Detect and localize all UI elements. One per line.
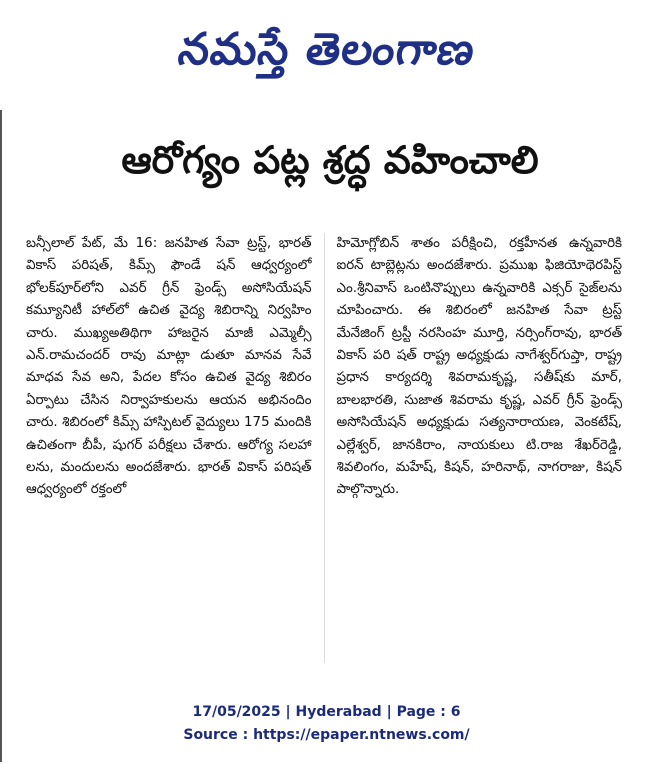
column-divider <box>324 233 325 663</box>
left-border-rule <box>0 110 16 762</box>
article-body <box>26 233 622 663</box>
masthead-title: నమస్తే తెలంగాణ <box>175 24 479 75</box>
newspaper-masthead <box>0 0 653 110</box>
footer-source-link[interactable]: Source : https://epaper.ntnews.com/ <box>183 727 470 743</box>
article-headline: ఆరోగ్యం పట్ల శ్రద్ధ వహించాలి <box>121 138 539 182</box>
article-column-1 <box>26 233 312 663</box>
footer-date-edition-page: 17/05/2025 | Hyderabad | Page : 6 <box>192 704 461 720</box>
article-paragraph-1: బన్సీలాల్ పేట్, మే 16: జనహిత సేవా ట్రస్ట్, భారత్ వికాస్ పరిషత్, కిమ్స్ ఫౌండే షన్ ఆధ్వర్యంలో భోలక్‌పూర్‌లోని ఎవర్ గ్రీన్ ఫ్రెండ్స్ అసోసియేషన్ కమ్యూనిటీ హాల్‌లో ఉచిత వైద్య శిబిరాన్ని నిర్వహిం చారు. ముఖ్యఅతిథిగా హాజరైన మాజీ ఎమ్మెల్సీ ఎన్.రామచందర్ రావు మాట్లా డుతూ మానవ సేవే మాధవ సేవ అని, పేదల కోసం ఉచిత వైద్య శిబిరం ఏర్పాటు చేసిన నిర్వాహకులను ఆయన అభినందిం చారు. శిబిరంలో కిమ్స్ హాస్పిటల్ వైద్యులు 175 మందికి ఉచితంగా బీపీ, షుగర్ పరీక్షలు చేశారు. ఆరోగ్య సలహా లను, మందులను అందజేశారు. భారత్ వికాస్ పరిషత్ ఆధ్వర్యంలో రక్తంలో <box>26 236 312 498</box>
article-column-2 <box>337 233 623 663</box>
article-paragraph-2: హిమోగ్లోబిన్ శాతం పరీక్షించి, రక్తహీనత ఉన్నవారికి ఐరన్ టాబ్లెట్లను అందజేశారు. ప్రముఖ ఫిజియోథెరపిస్ట్ ఎం.శ్రీనివాస్ ఒంటినొప్పులు ఉన్నవారికి ఎక్సర్ సైజ్‌లను చూపించారు. ఈ శిబిరంలో జనహిత సేవా ట్రస్ట్ మేనేజింగ్ ట్రస్టీ నరసింహ మూర్తి, నర్సింగ్‌రావు, భారత్ వికాస్ పరి షత్ రాష్ట్ర అధ్యక్షుడు నాగేశ్వర్‌గుప్తా, రాష్ట్ర ప్రధాన కార్యదర్శి శివరామకృష్ణ, సతీష్‌కు మార్, బాలభారతి, సుజాత శివరామ కృష్ణ, ఎవర్ గ్రీన్ ఫ్రెండ్స్ అసోసియేషన్ అధ్యక్షుడు సత్యనారాయణ, వెంకటేష్, ఎల్లేశ్వర్, జానకిరాం, నాయకులు టి.రాజ శేఖర్‌రెడ్డి, శివలింగం, మహేష్, కిషన్, హరినాథ్, నాగరాజు, కిషన్ పాల్గొన్నారు. <box>336 236 623 498</box>
